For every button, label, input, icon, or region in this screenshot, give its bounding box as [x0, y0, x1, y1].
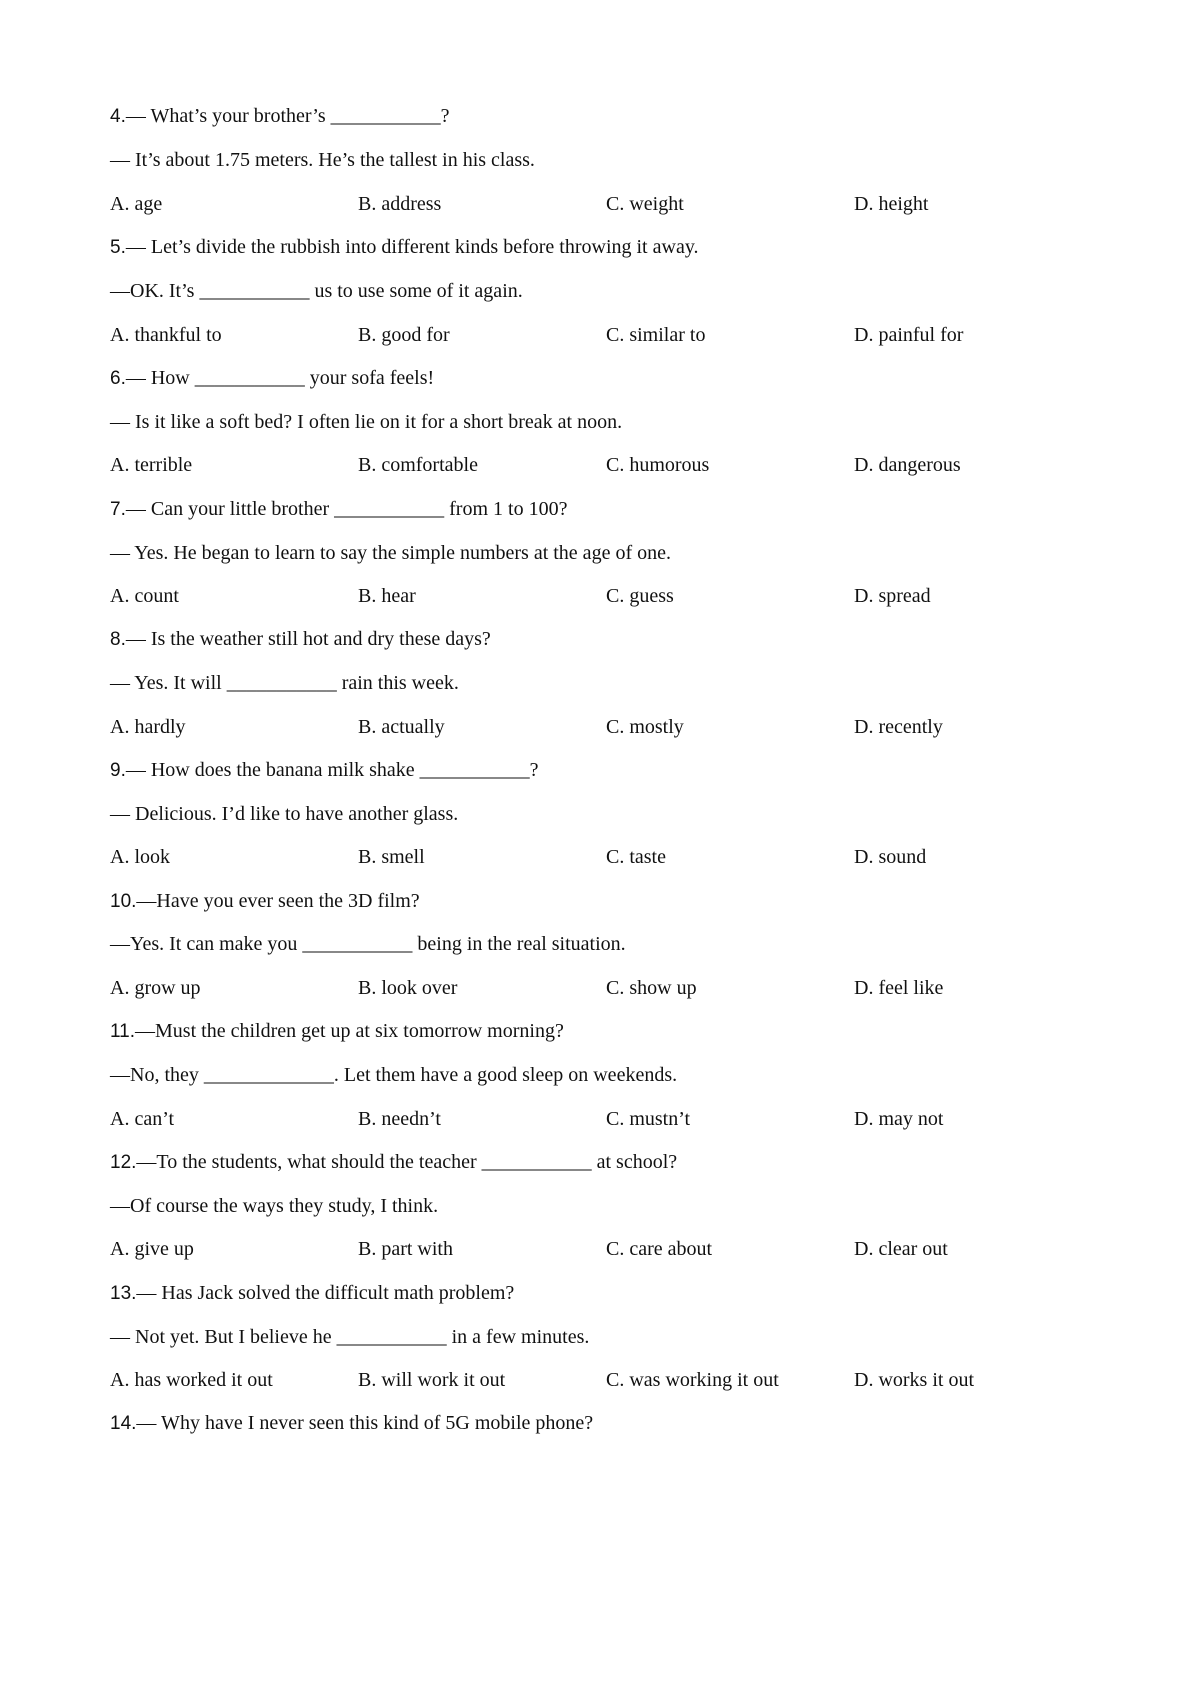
options-row: [110, 322, 1090, 348]
answer-line: —No, they _____________. Let them have a good sleep on weekends.: [110, 1064, 678, 1086]
option-b: B. address: [358, 193, 442, 215]
question-number: 5.: [110, 237, 126, 258]
option-b: B. smell: [358, 846, 425, 868]
option-a: A. count: [110, 585, 179, 607]
question-6: [110, 365, 434, 391]
option-d: D. height: [854, 193, 929, 215]
question-text: —Have you ever seen the 3D film?: [136, 890, 420, 912]
option-d: D. dangerous: [854, 454, 961, 476]
answer-line: —Of course the ways they study, I think.: [110, 1195, 439, 1217]
question-text: —Must the children get up at six tomorrow morning?: [135, 1020, 564, 1042]
option-c: C. show up: [606, 977, 697, 999]
question-number: 6.: [110, 368, 126, 389]
question-number: 10.: [110, 891, 137, 912]
question-text: —To the students, what should the teacher ___________ at school?: [136, 1151, 678, 1173]
option-b: B. comfortable: [358, 454, 478, 476]
question-number: 9.: [110, 760, 126, 781]
answer-line: —OK. It’s ___________ us to use some of it again.: [110, 280, 523, 302]
question-text: — How does the banana milk shake ___________?: [125, 759, 539, 781]
options-row: [110, 844, 1090, 870]
question-text: — How ___________ your sofa feels!: [125, 367, 435, 389]
option-d: D. spread: [854, 585, 931, 607]
option-a: A. can’t: [110, 1108, 175, 1130]
options-row: [110, 714, 1090, 740]
option-b: B. will work it out: [358, 1369, 506, 1391]
option-a: A. age: [110, 193, 163, 215]
options-row: [110, 1106, 1090, 1132]
option-b: B. hear: [358, 585, 416, 607]
option-b: B. good for: [358, 324, 450, 346]
question-number: 4.: [110, 106, 126, 127]
answer-line: — Yes. He began to learn to say the simple numbers at the age of one.: [110, 542, 671, 564]
answer-line: — Is it like a soft bed? I often lie on it for a short break at noon.: [110, 411, 623, 433]
option-a: A. grow up: [110, 977, 201, 999]
question-8: [110, 626, 491, 652]
question-text: — What’s your brother’s ___________?: [125, 105, 450, 127]
question-11: [110, 1018, 564, 1044]
answer-line: — Yes. It will ___________ rain this week.: [110, 672, 459, 694]
options-row: [110, 1367, 1090, 1393]
option-a: A. terrible: [110, 454, 193, 476]
option-c: C. similar to: [606, 324, 706, 346]
options-row: [110, 191, 1090, 217]
answer-line: — Delicious. I’d like to have another glass.: [110, 803, 459, 825]
options-row: [110, 452, 1090, 478]
option-c: C. weight: [606, 193, 684, 215]
answer-line: — It’s about 1.75 meters. He’s the tallest in his class.: [110, 149, 535, 171]
option-a: A. thankful to: [110, 324, 222, 346]
option-c: C. mustn’t: [606, 1108, 691, 1130]
options-row: [110, 583, 1090, 609]
option-d: D. may not: [854, 1108, 944, 1130]
question-number: 14.: [110, 1413, 137, 1434]
question-number: 8.: [110, 629, 126, 650]
question-13: [110, 1280, 514, 1306]
option-c: C. taste: [606, 846, 666, 868]
option-b: B. needn’t: [358, 1108, 441, 1130]
option-c: C. care about: [606, 1238, 713, 1260]
answer-line: —Yes. It can make you ___________ being in the real situation.: [110, 933, 626, 955]
question-9: [110, 757, 539, 783]
option-d: D. painful for: [854, 324, 964, 346]
option-c: C. mostly: [606, 716, 684, 738]
options-row: [110, 975, 1090, 1001]
option-a: A. hardly: [110, 716, 186, 738]
options-row: [110, 1236, 1090, 1262]
option-d: D. recently: [854, 716, 943, 738]
question-4: [110, 103, 450, 129]
question-number: 11.: [110, 1021, 136, 1042]
question-12: [110, 1149, 677, 1175]
option-c: C. humorous: [606, 454, 710, 476]
question-5: [110, 234, 699, 260]
option-a: A. give up: [110, 1238, 194, 1260]
option-c: C. guess: [606, 585, 674, 607]
question-text: — Has Jack solved the difficult math problem?: [136, 1282, 515, 1304]
answer-line: — Not yet. But I believe he ___________ in a few minutes.: [110, 1326, 590, 1348]
option-d: D. clear out: [854, 1238, 948, 1260]
question-number: 12.: [110, 1152, 137, 1173]
option-c: C. was working it out: [606, 1369, 779, 1391]
question-number: 13.: [110, 1283, 137, 1304]
question-text: — Can your little brother ___________ from 1 to 100?: [125, 498, 568, 520]
option-b: B. actually: [358, 716, 445, 738]
question-number: 7.: [110, 499, 126, 520]
option-d: D. feel like: [854, 977, 944, 999]
question-14: [110, 1410, 593, 1436]
option-a: A. look: [110, 846, 170, 868]
question-text: — Let’s divide the rubbish into different kinds before throwing it away.: [125, 236, 699, 258]
question-text: — Is the weather still hot and dry these days?: [125, 628, 491, 650]
question-10: [110, 888, 420, 914]
option-b: B. look over: [358, 977, 458, 999]
option-b: B. part with: [358, 1238, 453, 1260]
option-d: D. sound: [854, 846, 927, 868]
option-d: D. works it out: [854, 1369, 974, 1391]
question-text: — Why have I never seen this kind of 5G mobile phone?: [136, 1412, 594, 1434]
question-7: [110, 496, 567, 522]
option-a: A. has worked it out: [110, 1369, 273, 1391]
